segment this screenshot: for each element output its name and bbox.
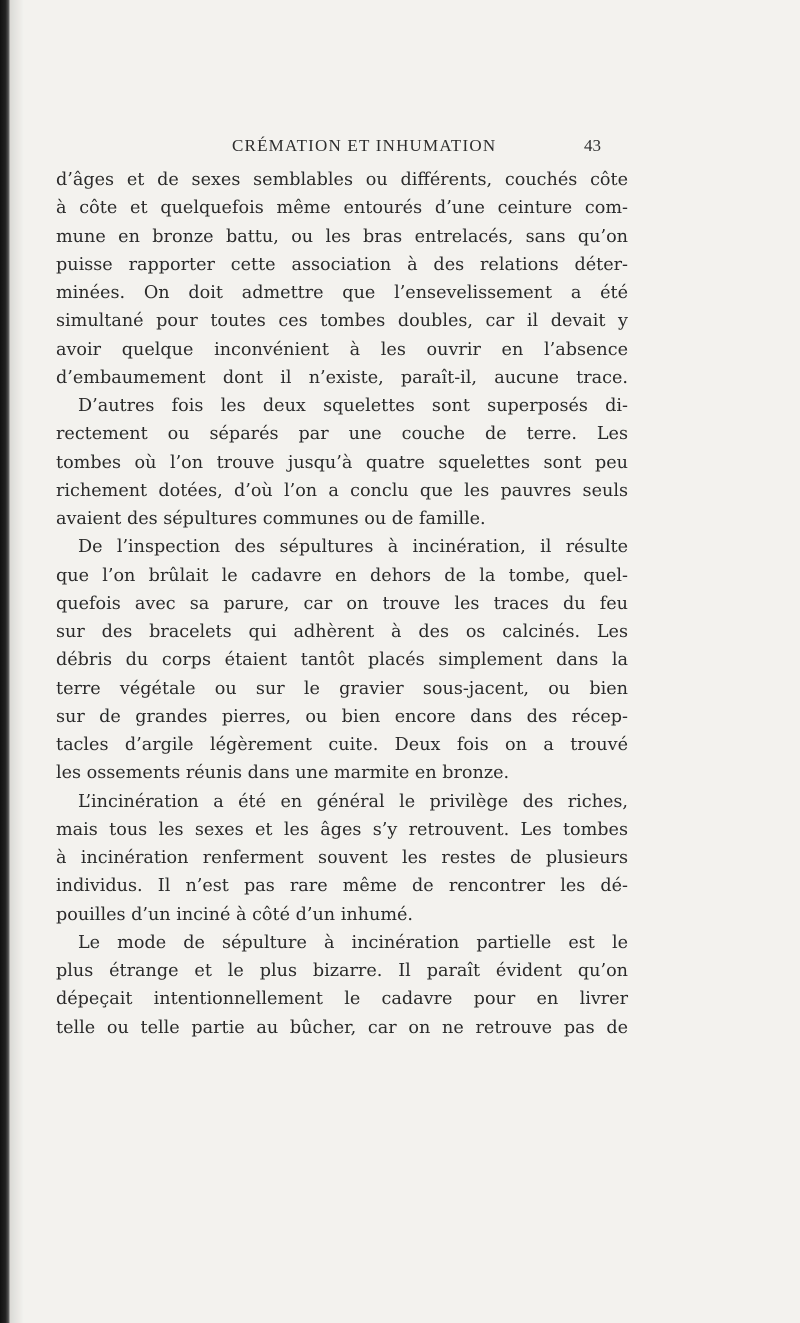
text-line: à côte et quelquefois même entourés d’une ceinture com- (56, 198, 628, 219)
page-gutter-shadow (10, 0, 24, 1323)
text-line: débris du corps étaient tantôt placés simplement dans la (56, 650, 628, 671)
text-line: individus. Il n’est pas rare même de rencontrer les dé- (56, 876, 628, 897)
text-line: dépeçait intentionnellement le cadavre pour en livrer (56, 989, 628, 1010)
text-line: à incinération renferment souvent les restes de plusieurs (56, 848, 628, 868)
text-line: telle ou telle partie au bûcher, car on ne retrouve pas de (56, 1017, 628, 1038)
text-line: richement dotées, d’où l’on a conclu que les pauvres seuls (56, 480, 628, 501)
text-line: De l’inspection des sépultures à incinération, il résulte (78, 537, 628, 558)
text-line: plus étrange et le plus bizarre. Il paraît évident qu’on (56, 961, 628, 981)
text-line: avoir quelque inconvénient à les ouvrir en l’absence (56, 339, 628, 360)
text-line: que l’on brûlait le cadavre en dehors de la tombe, quel- (56, 565, 628, 586)
body-text (56, 166, 628, 1042)
text-line: terre végétale ou sur le gravier sous-jacent, ou bien (56, 678, 628, 699)
text-line: puisse rapporter cette association à des relations déter- (56, 254, 628, 275)
text-line: tacles d’argile légèrement cuite. Deux fois on a trouvé (56, 735, 628, 755)
text-line: les ossements réunis dans une marmite en bronze. (56, 763, 510, 784)
page-number: 43 (584, 136, 601, 155)
text-line: tombes où l’on trouve jusqu’à quatre squelettes sont peu (56, 452, 628, 473)
text-line: sur de grandes pierres, ou bien encore dans des récep- (56, 706, 628, 727)
text-line: d’embaumement dont il n’existe, paraît-il, aucune trace. (56, 367, 628, 388)
text-line: mune en bronze battu, ou les bras entrelacés, sans qu’on (56, 226, 628, 247)
text-line: quefois avec sa parure, car on trouve les traces du feu (56, 593, 628, 614)
running-title: CRÉMATION ET INHUMATION (232, 136, 497, 155)
text-line: sur des bracelets qui adhèrent à des os calcinés. Les (56, 622, 628, 642)
text-line: avaient des sépultures communes ou de famille. (56, 509, 486, 529)
text-line: Le mode de sépulture à incinération partielle est le (78, 932, 628, 953)
text-line: simultané pour toutes ces tombes doubles, car il devait y (56, 311, 628, 332)
text-line: D’autres fois les deux squelettes sont superposés di- (78, 396, 628, 416)
text-line: rectement ou séparés par une couche de terre. Les (56, 424, 628, 445)
page-binding-edge (0, 0, 10, 1323)
text-line: mais tous les sexes et les âges s’y retrouvent. Les tombes (56, 819, 628, 840)
text-line: d’âges et de sexes semblables ou différents, couchés côte (56, 170, 628, 190)
text-line: pouilles d’un inciné à côté d’un inhumé. (56, 904, 414, 925)
text-line: minées. On doit admettre que l’ensevelissement a été (56, 283, 628, 303)
running-head (232, 136, 632, 160)
text-line: L’incinération a été en général le privilège des riches, (78, 791, 628, 812)
